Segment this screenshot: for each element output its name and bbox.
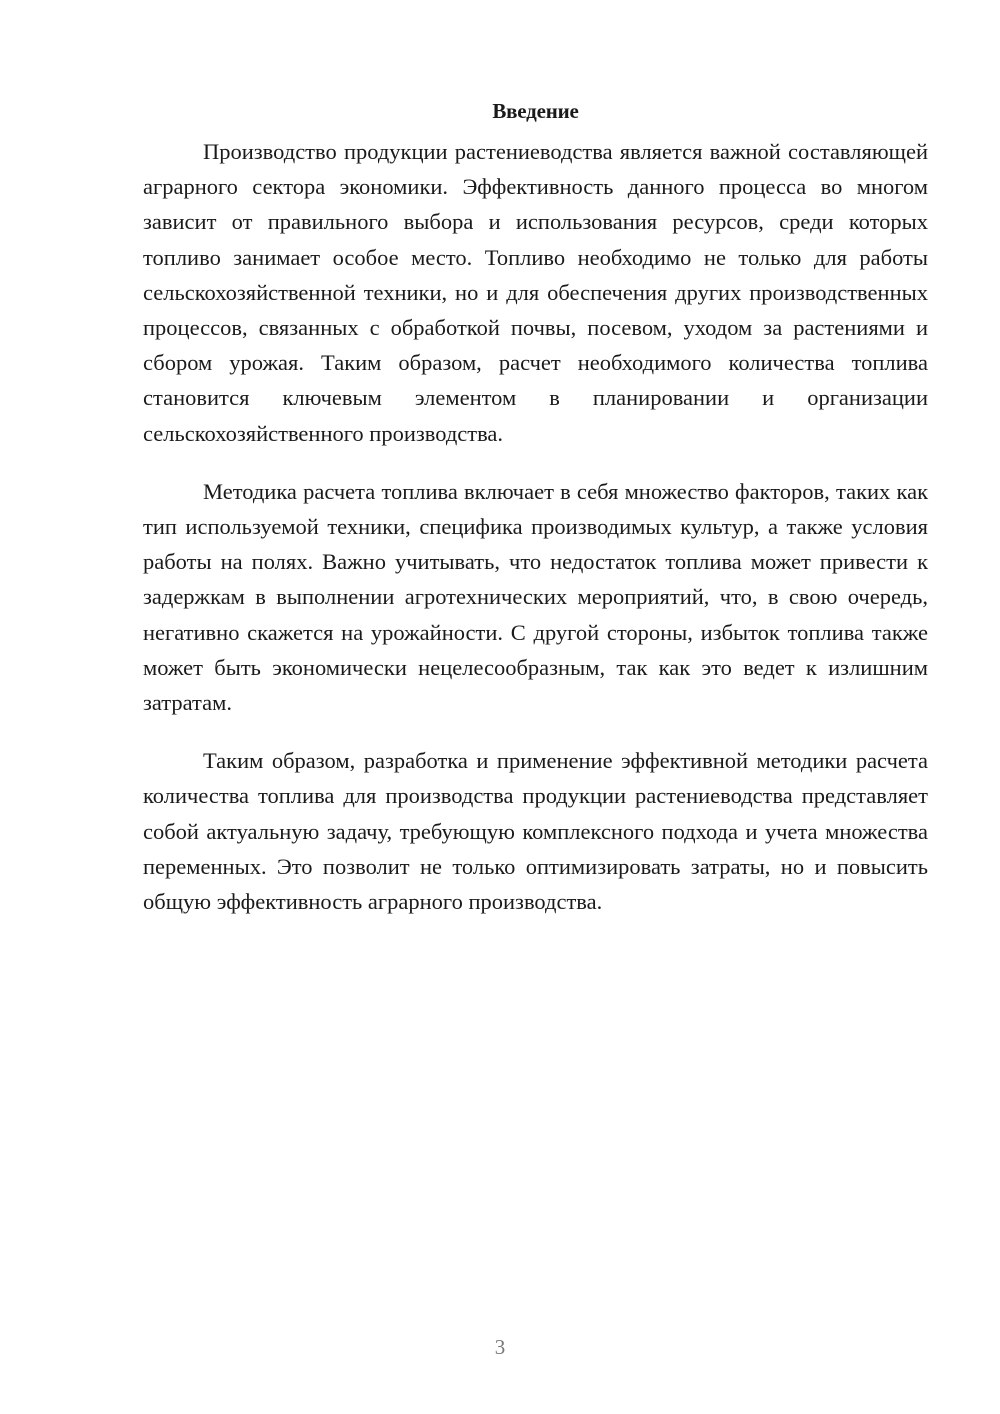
paragraph-2: Методика расчета топлива включает в себя множество факторов, таких как тип используемой техники, специфика производимых культур, а также условия работы на полях. Важно учитывать, что недостаток топлива может привести к задержкам в выполнении агротехнических мероприятий, что, в свою очередь, негативно скажется на урожайности. С другой стороны, избыток топлива также может быть экономически нецелесообразным, так как это ведет к излишним затратам. [143,478,928,716]
section-heading: Введение [492,99,579,123]
paragraph-3: Таким образом, разработка и применение эффективной методики расчета количества топлива для производства продукции растениеводства представляет собой актуальную задачу, требующую комплексного подхода и учета множества переменных. Это позволит не только оптимизировать затраты, но и повысить общую эффективность аграрного производства. [143,748,928,915]
page-content [143,96,928,942]
page-number: 3 [494,1335,506,1359]
paragraph-1: Производство продукции растениеводства является важной составляющей аграрного сектора экономики. Эффективность данного процесса во многом зависит от правильного выбора и использования ресурсов, среди которых топливо занимает особое место. Топливо необходимо не только для работы сельскохозяйственной техники, но и для обеспечения других производственных процессов, связанных с обработкой почвы, посевом, уходом за растениями и сбором урожая. Таким образом, расчет необходимого количества топлива становится ключевым элементом в планировании и организации сельскохозяйственного производства. [143,139,928,446]
